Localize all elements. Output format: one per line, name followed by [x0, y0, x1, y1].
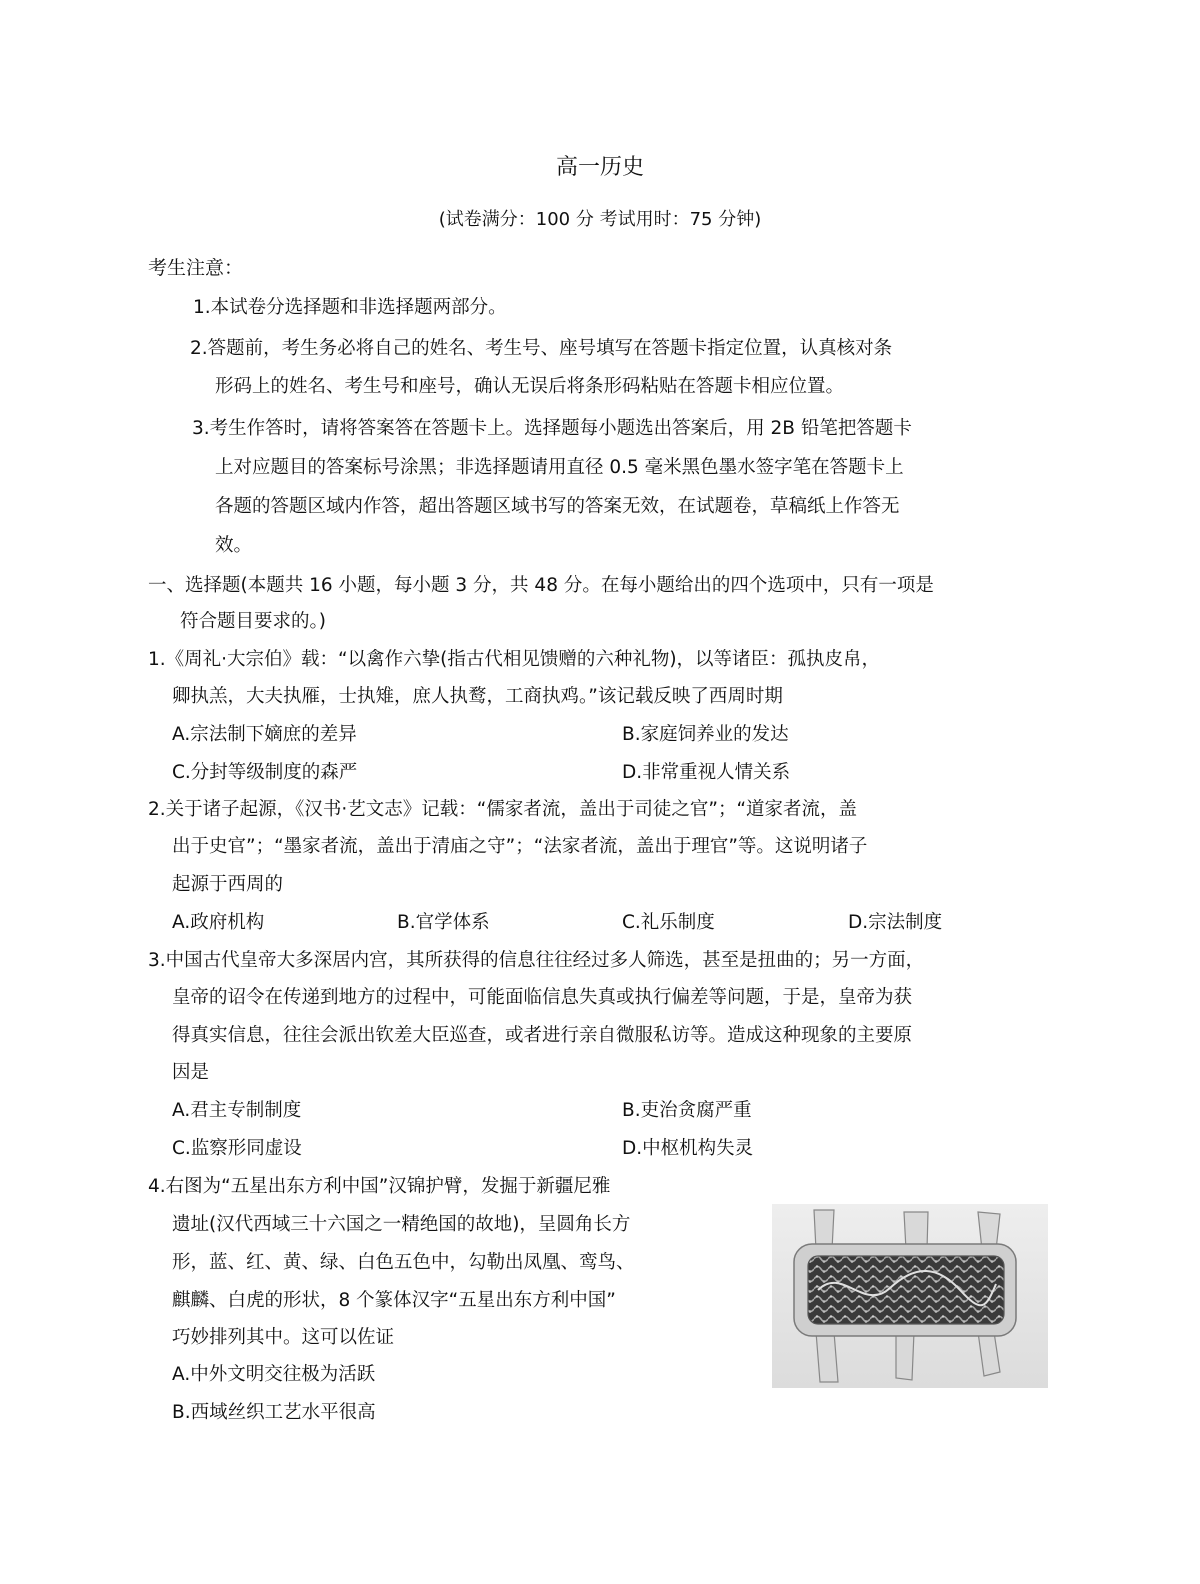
- notice-line: 形码上的姓名、考生号和座号，确认无误后将条形码粘贴在答题卡相应位置。: [215, 376, 845, 397]
- question-1-stem: 卿执羔，大夫执雁，士执雉，庶人执鹜，工商执鸡。”该记载反映了西周时期: [172, 686, 783, 707]
- notice-line: 2.答题前，考生务必将自己的姓名、考生号、座号填写在答题卡指定位置，认真核对条: [190, 338, 893, 359]
- question-3-option-d: D.中枢机构失灵: [622, 1138, 754, 1159]
- notice-line: 各题的答题区域内作答，超出答题区域书写的答案无效，在试题卷，草稿纸上作答无: [215, 496, 900, 517]
- question-3-option-b: B.吏治贪腐严重: [622, 1100, 752, 1121]
- question-1-stem: 1.《周礼·大宗伯》载：“以禽作六挚(指古代相见馈赠的六种礼物)，以等诸臣：孤执皮帛，: [148, 649, 881, 670]
- section-heading-cont: 符合题目要求的。): [180, 611, 326, 632]
- question-2-option-a: A.政府机构: [172, 912, 265, 933]
- question-1-option-c: C.分封等级制度的森严: [172, 762, 358, 783]
- question-4-stem: 形，蓝、红、黄、绿、白色五色中，勾勒出凤凰、鸾鸟、: [172, 1252, 635, 1273]
- notice-line: 效。: [215, 535, 253, 556]
- notice-line: 1.本试卷分选择题和非选择题两部分。: [193, 297, 507, 318]
- question-4-stem: 4.右图为“五星出东方利中国”汉锦护臂，发掘于新疆尼雅: [148, 1176, 611, 1197]
- question-3-option-a: A.君主专制制度: [172, 1100, 302, 1121]
- question-3-stem: 3.中国古代皇帝大多深居内宫，其所获得的信息往往经过多人筛选，甚至是扭曲的；另一方面，: [148, 950, 925, 971]
- section-heading: 一、选择题(本题共 16 小题，每小题 3 分，共 48 分。在每小题给出的四个选项中，只有一项是: [148, 575, 934, 596]
- question-3-option-c: C.监察形同虚设: [172, 1138, 302, 1159]
- question-4-stem: 巧妙排列其中。这可以佐证: [172, 1327, 395, 1348]
- question-3-stem: 皇帝的诏令在传递到地方的过程中，可能面临信息失真或执行偏差等问题，于是，皇帝为获: [172, 987, 913, 1008]
- question-4-option-b: B.西域丝织工艺水平很高: [172, 1402, 376, 1423]
- question-3-stem: 因是: [172, 1062, 210, 1083]
- question-2-stem: 出于史官”；“墨家者流，盖出于清庙之守”；“法家者流，盖出于理官”等。这说明诸子: [172, 836, 868, 857]
- question-1-option-a: A.宗法制下嫡庶的差异: [172, 724, 357, 745]
- question-2-stem: 2.关于诸子起源，《汉书·艺文志》记载：“儒家者流，盖出于司徒之官”；“道家者流，盖: [148, 799, 858, 820]
- exam-info: (试卷满分：100 分 考试用时：75 分钟): [438, 209, 762, 230]
- question-2-stem: 起源于西周的: [172, 874, 284, 895]
- question-2-option-c: C.礼乐制度: [622, 912, 715, 933]
- page-title: 高一历史: [555, 155, 644, 180]
- notice-heading: 考生注意：: [148, 257, 244, 279]
- question-4-stem: 遗址(汉代西域三十六国之一精绝国的故地)，呈圆角长方: [172, 1214, 631, 1235]
- notice-line: 上对应题目的答案标号涂黑；非选择题请用直径 0.5 毫米黑色墨水签字笔在答题卡上: [215, 457, 904, 478]
- notice-line: 3.考生作答时，请将答案答在答题卡上。选择题每小题选出答案后，用 2B 铅笔把答题卡: [192, 418, 912, 439]
- question-4-option-a: A.中外文明交往极为活跃: [172, 1364, 376, 1385]
- question-2-option-d: D.宗法制度: [848, 912, 943, 933]
- question-3-stem: 得真实信息，往往会派出钦差大臣巡查，或者进行亲自微服私访等。造成这种现象的主要原: [172, 1025, 913, 1046]
- question-1-option-b: B.家庭饲养业的发达: [622, 724, 789, 745]
- question-2-option-b: B.官学体系: [397, 912, 490, 933]
- question-4-stem: 麒麟、白虎的形状，8 个篆体汉字“五星出东方利中国”: [172, 1290, 616, 1311]
- question-1-option-d: D.非常重视人情关系: [622, 762, 791, 783]
- armguard-illustration: [772, 1204, 1048, 1388]
- armguard-photo: [772, 1204, 1048, 1388]
